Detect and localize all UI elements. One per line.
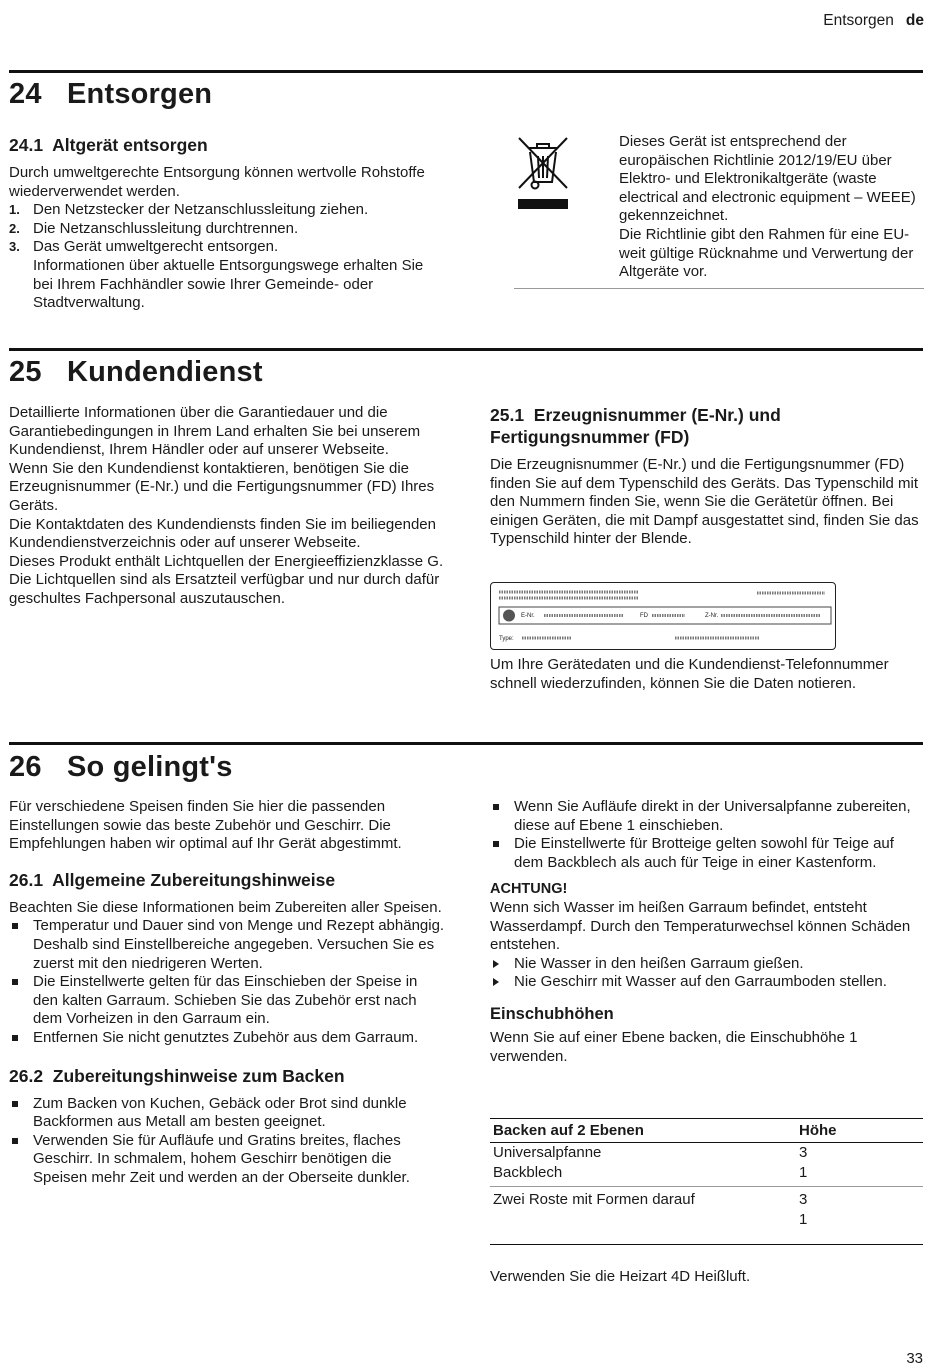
action-item: Nie Wasser in den heißen Garraum gießen.	[490, 955, 924, 974]
chapter-rule	[9, 742, 923, 745]
paragraph: Detaillierte Informationen über die Garantiedauer und die Garantiebedingungen in Ihrem Land erhalten Sie bei unserem Kundendienst, Ihrem Händler oder auf unserer Webseite.	[9, 404, 421, 459]
running-header	[823, 12, 924, 31]
section-24-1	[9, 134, 445, 313]
paragraph: Durch umweltgerechte Entsorgung können wertvolle Rohstoffe wiederverwendet werden.	[9, 164, 425, 200]
step-item: 1. Den Netzstecker der Netzanschlussleitung ziehen.	[9, 201, 369, 219]
chapter-rule	[9, 348, 923, 351]
bullet-list	[490, 798, 924, 872]
table-cell: 1	[796, 1210, 923, 1244]
subsection-title: Einschubhöhen	[490, 1004, 614, 1023]
rating-plate-graphic	[491, 583, 837, 651]
table-header: Backen auf 2 Ebenen	[490, 1119, 796, 1143]
crossed-out-wheelie-bin-icon	[515, 136, 571, 214]
plate-fd-label: FD	[640, 613, 648, 619]
plate-znr-label: Z-Nr.	[705, 613, 719, 619]
list-item: Entfernen Sie nicht genutztes Zubehör aus dem Garraum.	[9, 1029, 445, 1048]
paragraph: Für verschiedene Speisen finden Sie hier die passenden Einstellungen sowie das beste Zubehör und Geschirr. Die Empfehlungen haben wir optimal auf Ihr Gerät abgestimmt.	[9, 798, 402, 853]
chapter-title: 25 Kundendienst	[9, 356, 263, 388]
weee-notice	[514, 133, 924, 289]
chapter-26-right	[490, 798, 924, 1066]
table-row	[490, 1186, 923, 1210]
bullet-list	[9, 917, 445, 1047]
section-title: 26.2 Zubereitungshinweise zum Backen	[9, 1065, 345, 1086]
step-item: 3. Das Gerät umweltgerecht entsorgen. Informationen über aktuelle Entsorgungswege erhalten Sie bei Ihrem Fachhändler sowie Ihrer Gemeinde- oder Stadtverwaltung.	[9, 238, 424, 312]
page-number: 33	[906, 1350, 923, 1367]
warning-label: ACHTUNG!	[490, 881, 568, 898]
list-item: Zum Backen von Kuchen, Gebäck oder Brot sind dunkle Backformen aus Metall am besten geeignet.	[9, 1095, 445, 1132]
paragraph: Verwenden Sie die Heizart 4D Heißluft.	[490, 1268, 751, 1285]
list-item: Temperatur und Dauer sind von Menge und Rezept abhängig. Deshalb sind Einstellbereiche angegeben. Versuchen Sie es zuerst mit den niedrigeren Werten.	[9, 917, 445, 973]
paragraph: Die Erzeugnisnummer (E-Nr.) und die Fertigungsnummer (FD) finden Sie auf dem Typenschild des Geräts. Das Typenschild mit den Nummern finden Sie, wenn Sie die Gerätetür öffnen. Bei einigen Geräten, die mit Dampf ausgestattet sind, finden Sie das Typenschild hinter der Blende.	[490, 456, 919, 548]
section-25-1-note	[490, 656, 924, 693]
list-item: Verwenden Sie für Aufläufe und Gratins breites, flaches Geschirr. In schmalem, hohem Geschirr benötigen die Speisen mehr Zeit und werden an der Oberseite dunkler.	[9, 1132, 445, 1188]
paragraph: Um Ihre Gerätedaten und die Kundendienst-Telefonnummer schnell wiederzufinden, können Sie die Daten notieren.	[490, 656, 889, 692]
action-list	[490, 955, 924, 992]
paragraph: Dieses Gerät ist entsprechend der europäischen Richtlinie 2012/19/EU über Elektro- und Elektronikaltgeräte (waste electrical and electronic equipment – WEEE) gekennzeichnet.	[619, 133, 916, 225]
plate-enr-label: E-Nr.	[521, 613, 535, 619]
section-title: 26.1 Allgemeine Zubereitungshinweise	[9, 869, 336, 890]
bullet-list	[9, 1095, 445, 1188]
table-cell: Zwei Roste mit Formen darauf	[493, 1190, 695, 1208]
einschub-note	[490, 1268, 924, 1287]
table-row	[490, 1210, 923, 1244]
table-row	[490, 1142, 923, 1163]
paragraph: Die Richtlinie gibt den Rahmen für eine EU-weit gültige Rücknahme und Verwertung der Altgeräte vor.	[619, 225, 914, 281]
table-cell: 3	[799, 1190, 808, 1208]
header-lang: de	[905, 12, 924, 29]
einschub-table	[490, 1118, 923, 1245]
table-cell: Universalpfanne	[493, 1143, 602, 1161]
header-section: Entsorgen	[823, 12, 894, 29]
paragraph: Die Kontaktdaten des Kundendiensts finden Sie im beiliegenden Kundendienstverzeichnis oder auf unserer Webseite.	[9, 515, 436, 552]
table-cell: 1	[796, 1163, 923, 1186]
step-list	[9, 201, 445, 313]
chapter-26-left	[9, 798, 445, 1188]
warning-text: Wenn sich Wasser im heißen Garraum befindet, entsteht Wasserdampf. Durch den Temperaturwechsel können Schäden entstehen.	[490, 898, 911, 954]
section-25-1	[490, 404, 924, 549]
list-item: Die Einstellwerte für Brotteige gelten sowohl für Teige auf dem Backblech als auch für Teige in einer Kastenform.	[490, 835, 924, 872]
list-item: Die Einstellwerte gelten für das Einschieben der Speise in den kalten Garraum. Schieben Sie das Zubehör erst nach dem Vorheizen in den Garraum ein.	[9, 973, 445, 1029]
step-note: Informationen über aktuelle Entsorgungswege erhalten Sie bei Ihrem Fachhändler sowie Ihrer Gemeinde- oder Stadtverwaltung.	[33, 256, 424, 312]
paragraph: Wenn Sie den Kundendienst kontaktieren, benötigen Sie die Erzeugnisnummer (E-Nr.) und die Fertigungsnummer (FD) Ihres Geräts.	[9, 459, 435, 514]
table-header: Höhe	[796, 1119, 923, 1143]
paragraph: Wenn Sie auf einer Ebene backen, die Einschubhöhe 1 verwenden.	[490, 1028, 858, 1065]
section-title: 24.1 Altgerät entsorgen	[9, 135, 208, 155]
table-cell	[490, 1210, 796, 1244]
paragraph: Beachten Sie diese Informationen beim Zubereiten aller Speisen.	[9, 898, 442, 916]
chapter-title: 26 So gelingt's	[9, 751, 233, 783]
table-row	[490, 1163, 923, 1186]
table-cell: Backblech	[490, 1163, 796, 1186]
table-cell: 3	[799, 1143, 808, 1161]
chapter-title: 24 Entsorgen	[9, 78, 213, 110]
kundendienst-text	[9, 404, 445, 609]
list-item: Wenn Sie Aufläufe direkt in der Universalpfanne zubereiten, diese auf Ebene 1 einschieben.	[490, 798, 924, 835]
weee-text	[619, 133, 924, 282]
plate-type-label: Type:	[499, 636, 514, 642]
rating-plate	[490, 582, 836, 650]
step-item: 2. Die Netzanschlussleitung durchtrennen.	[9, 219, 299, 237]
paragraph: Dieses Produkt enthält Lichtquellen der Energieeffizienzklasse G. Die Lichtquellen sind als Ersatzteil verfügbar und nur durch dafür geschultes Fachpersonal auszutauschen.	[9, 552, 444, 607]
chapter-rule	[9, 70, 923, 73]
section-title: 25.1 Erzeugnisnummer (E-Nr.) und Fertigungsnummer (FD)	[490, 405, 781, 447]
table-header-row	[490, 1119, 923, 1143]
action-item: Nie Geschirr mit Wasser auf den Garraumboden stellen.	[490, 973, 924, 992]
